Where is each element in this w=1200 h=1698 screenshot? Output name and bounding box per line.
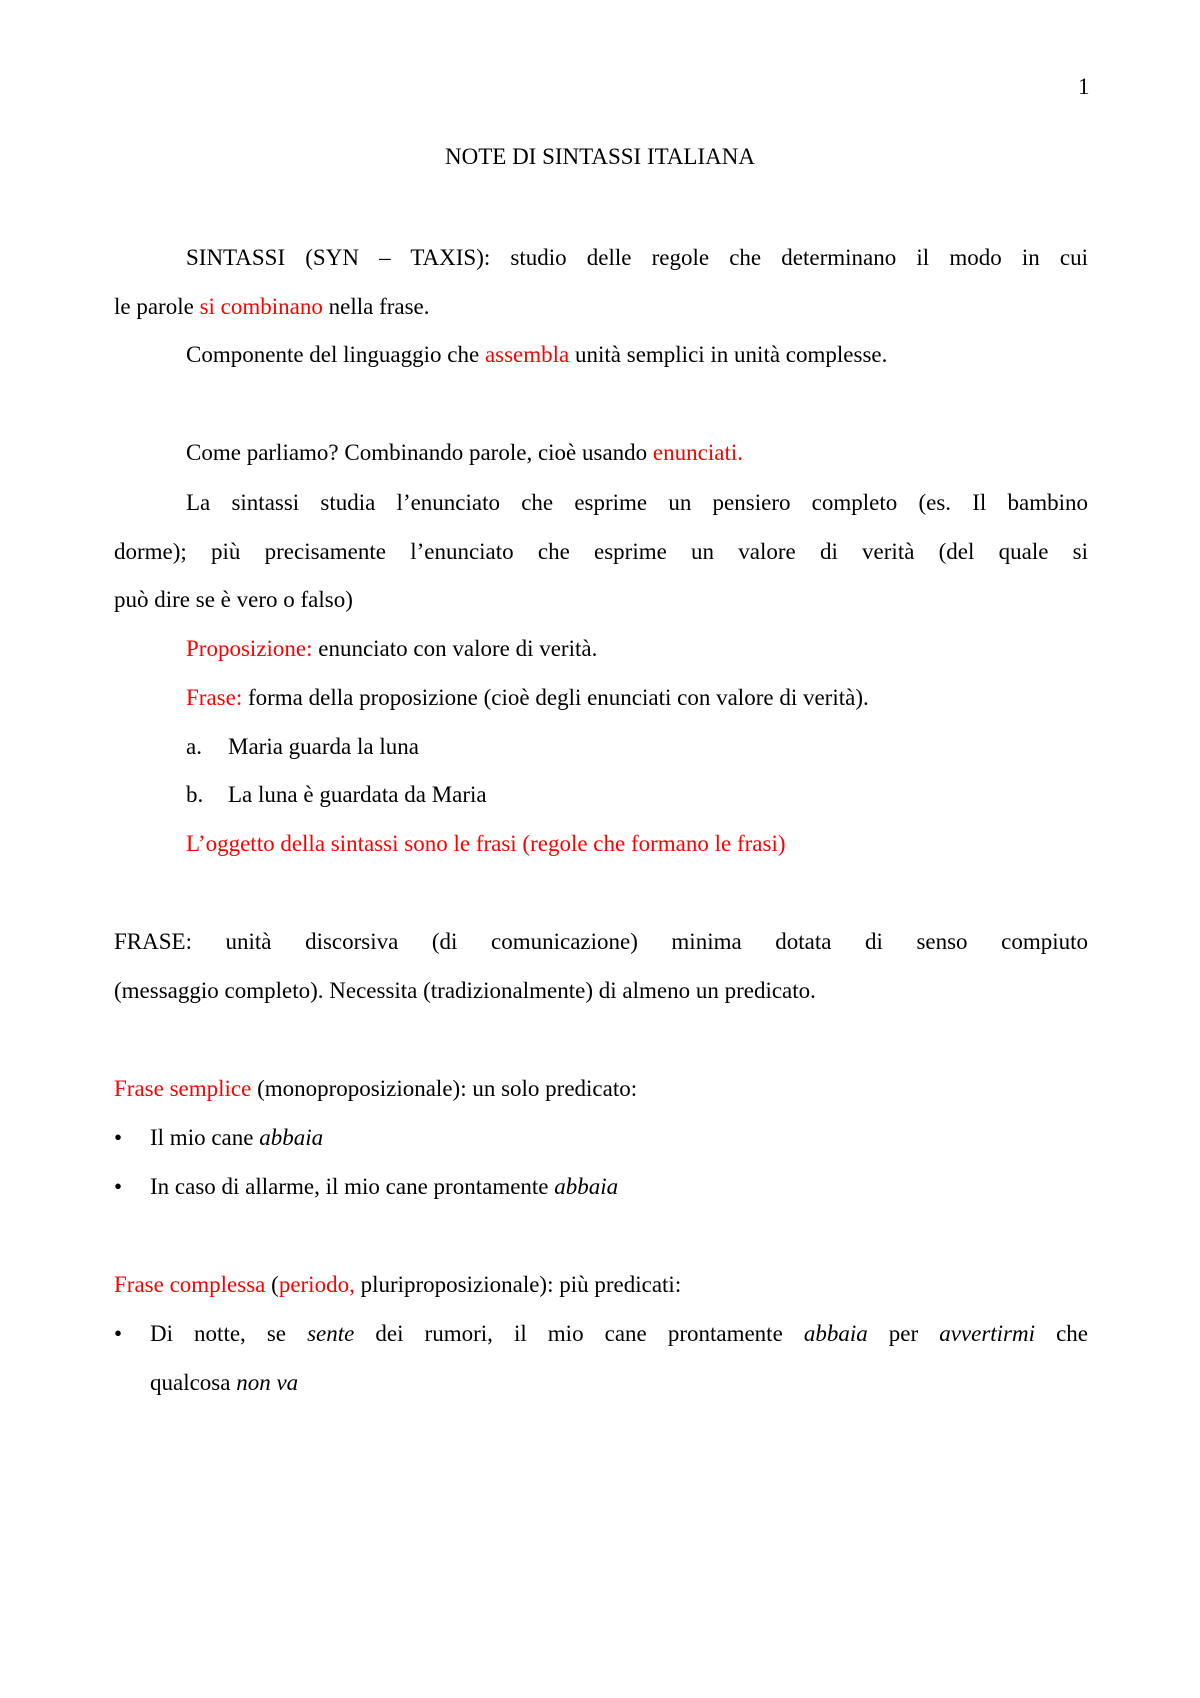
frase-definition-line-2: (messaggio completo). Necessita (tradizionalmente) di almeno un predicato. [114, 978, 816, 1003]
frase-label: Frase: [186, 685, 243, 710]
proposizione-line: Proposizione: enunciato con valore di verità. [186, 636, 598, 661]
highlight-si-combinano: si combinano [199, 294, 323, 319]
proposizione-label: Proposizione: [186, 636, 313, 661]
periodo-label: periodo, [278, 1272, 355, 1297]
sintassi-definition-line-1: SINTASSI (SYN – TAXIS): studio delle regole che determinano il modo in cui [186, 245, 1088, 270]
frase-line: Frase: forma della proposizione (cioè degli enunciati con valore di verità). [186, 685, 869, 710]
bullet-icon: • [114, 1125, 123, 1150]
list-item-line-1: Di notte, se sente dei rumori, il mio cane prontamente abbaia per avvertirmi che [150, 1321, 1088, 1346]
example-b-text: La luna è guardata da Maria [228, 782, 487, 807]
frase-semplice-label: Frase semplice [114, 1076, 252, 1101]
frase-definition-line-1: FRASE: unità discorsiva (di comunicazione) minima dotata di senso compiuto [114, 929, 1088, 954]
example-a-marker: a. [186, 734, 202, 759]
enunciato-line-1: La sintassi studia l’enunciato che esprime un pensiero completo (es. Il bambino [186, 490, 1088, 515]
highlight-enunciati: enunciati. [652, 440, 743, 465]
list-item-line-2: qualcosa non va [150, 1370, 299, 1395]
frase-complessa-heading: Frase complessa (periodo, pluriproposizionale): più predicati: [114, 1272, 682, 1297]
frase-semplice-heading: Frase semplice (monoproposizionale): un solo predicato: [114, 1076, 638, 1101]
come-parliamo-line: Come parliamo? Combinando parole, cioè usando enunciati. [186, 440, 743, 465]
list-item: In caso di allarme, il mio cane prontamente abbaia [150, 1174, 619, 1199]
example-a-text: Maria guarda la luna [228, 734, 419, 759]
page-title: NOTE DI SINTASSI ITALIANA [445, 144, 755, 169]
enunciato-line-2: dorme); più precisamente l’enunciato che esprime un valore di verità (del quale si [114, 539, 1088, 564]
bullet-icon: • [114, 1321, 123, 1346]
list-item: Il mio cane abbaia [150, 1125, 324, 1150]
oggetto-sintassi-line: L’oggetto della sintassi sono le frasi (regole che formano le frasi) [186, 831, 786, 856]
bullet-icon: • [114, 1174, 123, 1199]
sintassi-definition-line-2: le parole si combinano nella frase. [114, 294, 430, 319]
page-number: 1 [1078, 74, 1090, 99]
componente-line: Componente del linguaggio che assembla unità semplici in unità complesse. [186, 342, 888, 367]
highlight-assembla: assembla [484, 342, 570, 367]
enunciato-line-3: può dire se è vero o falso) [114, 587, 353, 612]
example-b-marker: b. [186, 782, 204, 807]
frase-complessa-label: Frase complessa [114, 1272, 266, 1297]
